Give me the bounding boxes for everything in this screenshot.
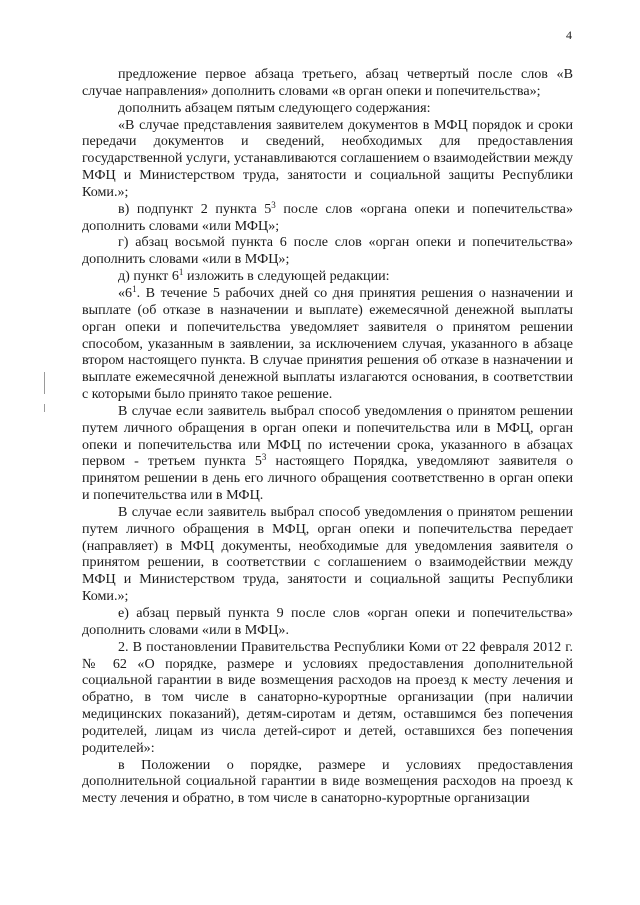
scan-artifact-line: [44, 372, 45, 394]
paragraph: [82, 268, 573, 285]
paragraph-text: . В течение 5 рабочих дней со дня принятия решения о назначении и выплате (об отказе в назначении и выплате) ежемесячной денежной выплаты орган опеки и попечительства уведомляет заявителя о принятом решении способом, указанным в заявлении, за исключением случая, указанного в абзаце втором настоящего пункта. В случае принятия решения об отказе в назначении и выплате ежемесячной денежной выплаты излагаются основания, в соответствии с которыми было принято такое решение.: [82, 284, 573, 403]
paragraph: в Положении о порядке, размере и условиях предоставления дополнительной социальной гарантии в виде возмещения расходов на проезд к месту лечения и обратно, в том числе в санаторно-курортные организации: [82, 756, 573, 807]
page-number: 4: [566, 28, 572, 42]
paragraph-text: в) подпункт 2 пункта 5: [118, 200, 272, 217]
paragraph: е) абзац первый пункта 9 после слов «орган опеки и попечительства» дополнить словами «или в МФЦ».: [82, 605, 573, 638]
paragraph: 2. В постановлении Правительства Республики Коми от 22 февраля 2012 г. № 62 «О порядке, размере и условиях предоставления дополнительной социальной гарантии в виде возмещения расходов на проезд к месту лечения и обратно, в том числе в санаторно-курортные организации (при наличии медицинских показаний), детям-сиротам и детям, оставшимся без попечения родителей, лицам из числа детей-сирот и детей, оставшихся без попечения родителей»:: [82, 638, 573, 756]
paragraph-text: настоящего Порядка, уведомляют заявителя о принятом решении в день его личного обращения соответственно в орган опеки и попечительства или в МФЦ.: [82, 453, 573, 504]
superscript: 1: [132, 283, 137, 294]
paragraph-text: «6: [118, 284, 133, 301]
paragraph: В случае если заявитель выбрал способ уведомления о принятом решении путем личного обращения в МФЦ, орган опеки и попечительства передает (направляет) в МФЦ документы, необходимые для уведомления заявителя о принятом решении, в соответствии с соглашением о взаимодействии между МФЦ и Министерством труда, занятости и социальной защиты Республики Коми.»;: [82, 503, 573, 605]
superscript: 1: [178, 267, 184, 278]
paragraph: [82, 201, 573, 235]
superscript: 3: [271, 199, 276, 210]
paragraph-text: В случае если заявитель выбрал способ уведомления о принятом решении путем личного обращения в орган опеки и попечительства или в МФЦ, орган опеки и попечительства или МФЦ по истечении срока, указанного в абзацах первом - третьем пункта 5: [82, 402, 573, 470]
paragraph-text: изложить в следующей редакции:: [183, 268, 390, 285]
document-body: [82, 66, 573, 807]
paragraph: «В случае представления заявителем документов в МФЦ порядок и сроки передачи документов и сведений, необходимых для предоставления государственной услуги, устанавливаются соглашением о взаимодействии между МФЦ и Министерством труда, занятости и социальной защиты Республики Коми.»;: [82, 116, 573, 200]
paragraph: г) абзац восьмой пункта 6 после слов «орган опеки и попечительства» дополнить словами «или в МФЦ»;: [82, 234, 573, 268]
paragraph: предложение первое абзаца третьего, абзац четвертый после слов «В случае направления» дополнить словами «в орган опеки и попечительства»;: [82, 66, 573, 99]
superscript: 3: [261, 452, 267, 463]
paragraph: [82, 403, 573, 504]
paragraph-text: после слов «органа опеки и попечительства» дополнить словами «или МФЦ»;: [82, 200, 573, 234]
paragraph: дополнить абзацем пятым следующего содержания:: [118, 99, 431, 116]
scan-artifact-line: [44, 404, 45, 412]
paragraph: [82, 285, 573, 403]
paragraph-text: д) пункт 6: [118, 268, 179, 285]
